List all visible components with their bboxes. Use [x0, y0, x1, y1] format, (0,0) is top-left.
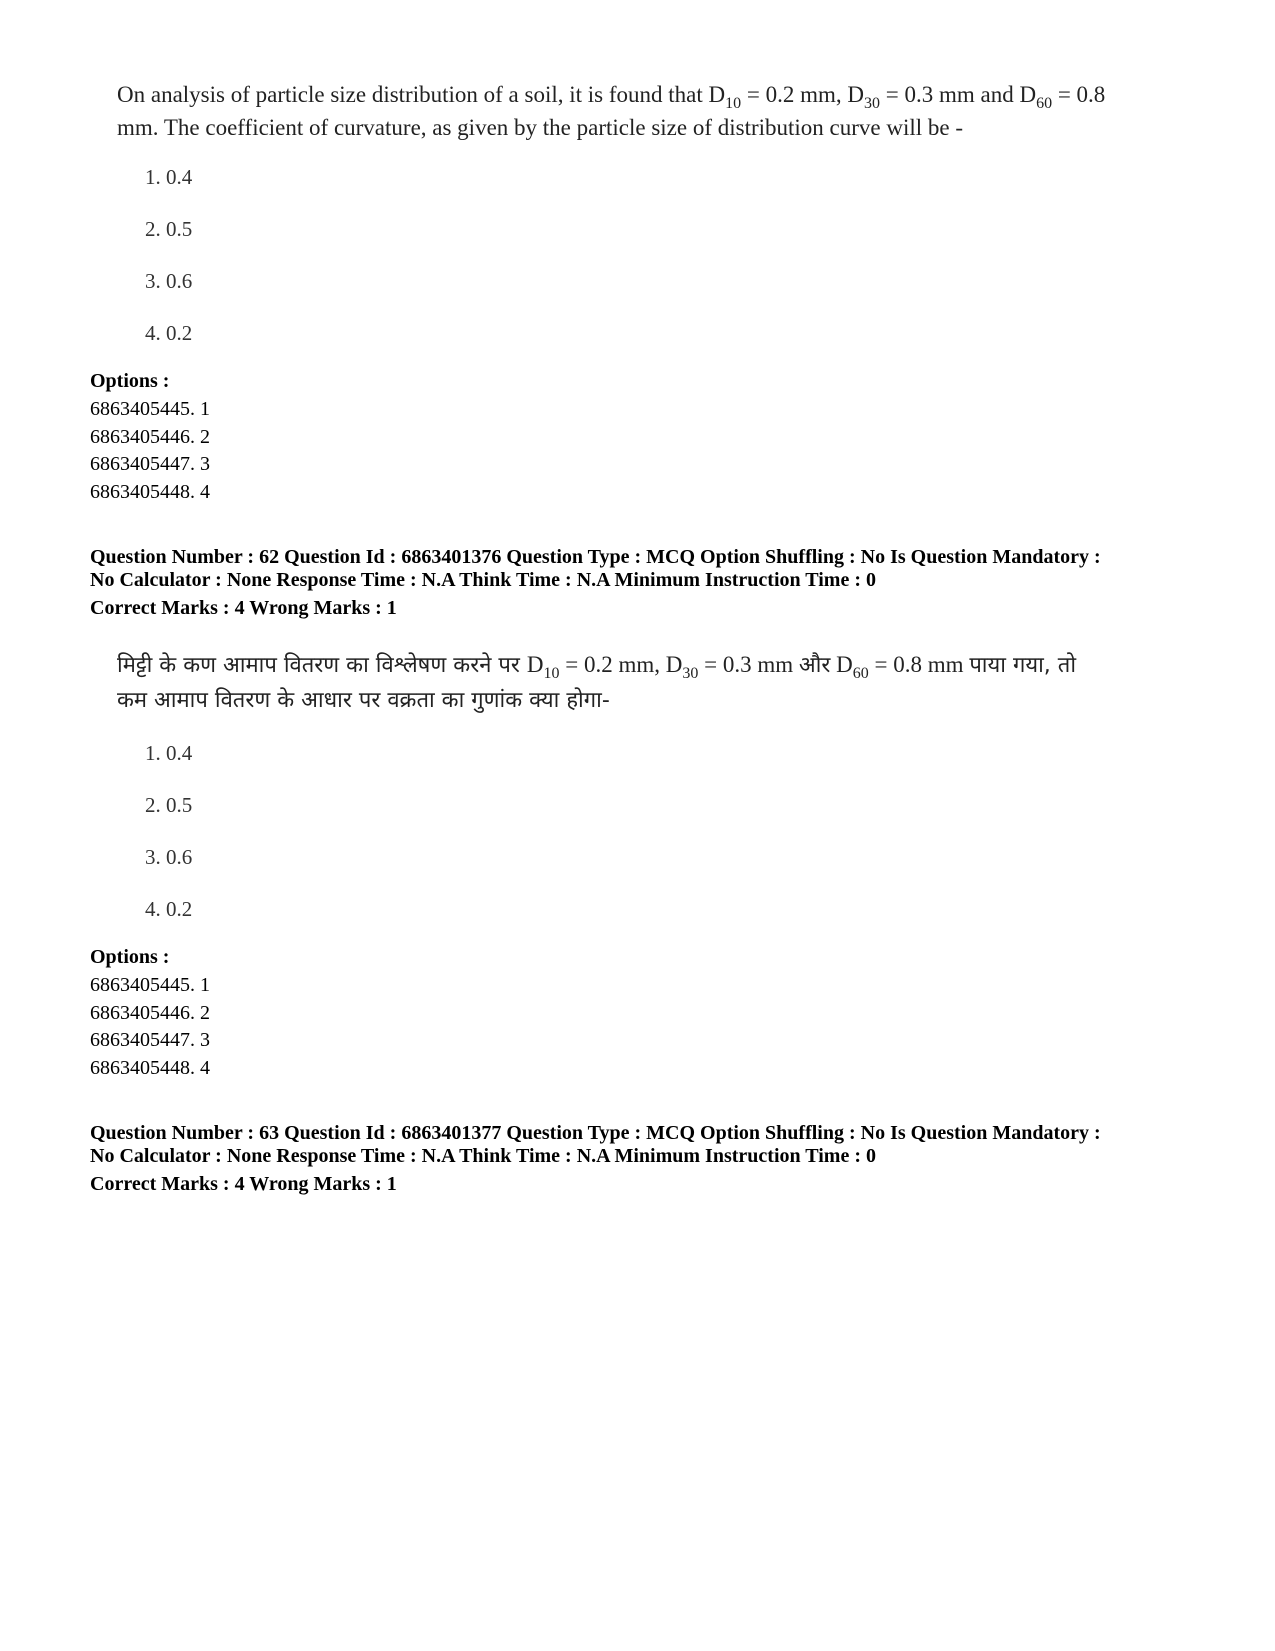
choice-4: 4. 0.2: [145, 897, 193, 921]
subscript-30: 30: [682, 665, 699, 682]
question-meta-line-1: Question Number : 62 Question Id : 6863401376 Question Type : MCQ Option Shuffling : No Is Question Mandatory :: [90, 546, 1101, 568]
question-marks: Correct Marks : 4 Wrong Marks : 1: [90, 1173, 397, 1195]
stem-text: D: [830, 652, 853, 677]
choice-2: 2. 0.5: [145, 217, 193, 241]
subscript-10: 10: [543, 665, 560, 682]
choice-4: 4. 0.2: [145, 321, 193, 345]
question-meta-line-2: No Calculator : None Response Time : N.A Think Time : N.A Minimum Instruction Time : 0: [90, 1145, 876, 1167]
stem-text: = 0.2 mm, D: [559, 652, 683, 677]
question-stem-line-2: mm. The coefficient of curvature, as given by the particle size of distribution curve will be -: [117, 115, 964, 140]
option-id-3: 6863405447. 3: [90, 453, 210, 475]
choice-1: 1. 0.4: [145, 741, 193, 765]
choice-3: 3. 0.6: [145, 845, 193, 869]
stem-text: = 0.3 mm: [698, 652, 799, 677]
choice-1: 1. 0.4: [145, 165, 193, 189]
stem-text: = 0.3 mm and D: [880, 82, 1037, 107]
option-id-3: 6863405447. 3: [90, 1029, 210, 1051]
hindi-text: पाया गया, तो: [969, 653, 1077, 678]
subscript-30: 30: [864, 95, 880, 112]
stem-text: D: [526, 652, 544, 677]
question-stem-line-1: [117, 78, 1105, 111]
question-stem-hindi-line-1: [117, 648, 1076, 682]
hindi-text: और: [798, 653, 831, 678]
stem-text: = 0.8: [1052, 82, 1106, 107]
stem-text: On analysis of particle size distribution of a soil, it is found that D: [117, 82, 726, 107]
option-id-2: 6863405446. 2: [90, 426, 210, 448]
options-heading: Options :: [90, 370, 170, 392]
options-heading: Options :: [90, 946, 170, 968]
choice-2: 2. 0.5: [145, 793, 193, 817]
hindi-text: मिट्टी के कण आमाप वितरण का विश्लेषण करने पर: [117, 653, 527, 678]
subscript-60: 60: [852, 665, 869, 682]
option-id-1: 6863405445. 1: [90, 974, 210, 996]
stem-text: = 0.2 mm, D: [741, 82, 864, 107]
subscript-60: 60: [1036, 95, 1053, 112]
stem-text: = 0.8 mm: [868, 652, 970, 677]
question-meta-line-2: No Calculator : None Response Time : N.A Think Time : N.A Minimum Instruction Time : 0: [90, 569, 876, 591]
option-id-4: 6863405448. 4: [90, 481, 210, 503]
question-stem-hindi-line-2: कम आमाप वितरण के आधार पर वक्रता का गुणांक क्या होगा-: [117, 688, 610, 713]
choice-3: 3. 0.6: [145, 269, 193, 293]
question-marks: Correct Marks : 4 Wrong Marks : 1: [90, 597, 397, 619]
subscript-10: 10: [725, 95, 742, 112]
question-meta-line-1: Question Number : 63 Question Id : 6863401377 Question Type : MCQ Option Shuffling : No Is Question Mandatory :: [90, 1122, 1101, 1144]
option-id-4: 6863405448. 4: [90, 1057, 210, 1079]
option-id-1: 6863405445. 1: [90, 398, 210, 420]
option-id-2: 6863405446. 2: [90, 1002, 210, 1024]
